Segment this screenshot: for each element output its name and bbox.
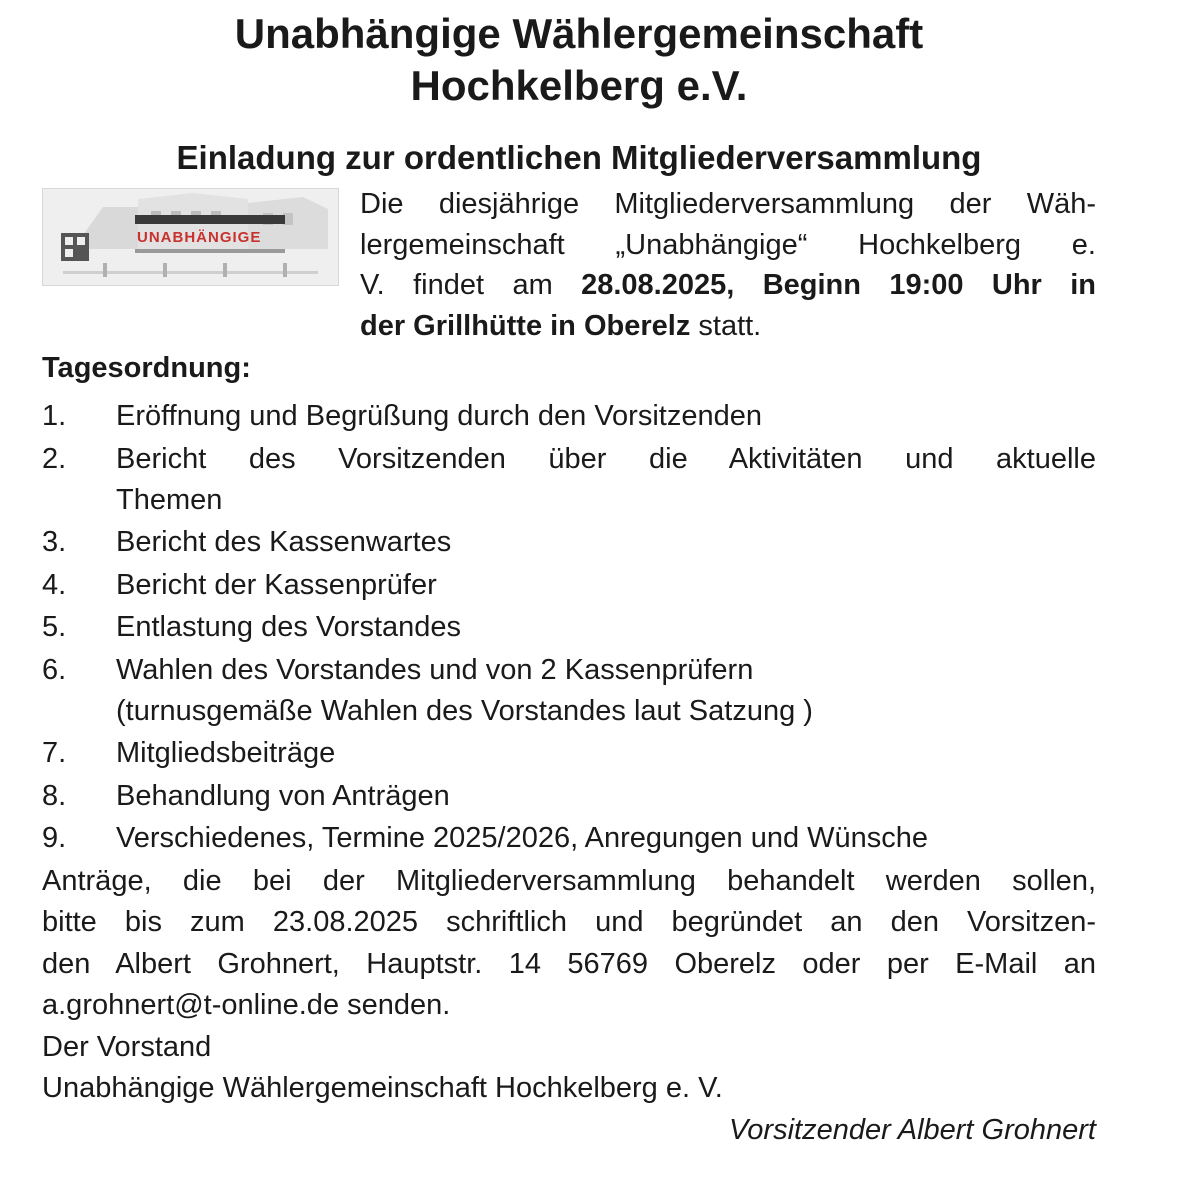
organization-logo-image xyxy=(42,188,339,286)
agenda-item-number: 4. xyxy=(42,568,67,601)
agenda-item-text: Entlastung des Vorstandes xyxy=(116,611,462,643)
agenda-item-number: 2. xyxy=(42,442,67,475)
agenda-item xyxy=(42,607,1096,648)
agenda-item-number: 3. xyxy=(42,526,67,558)
agenda-item xyxy=(42,522,1096,563)
intro-line-4-suffix: statt. xyxy=(690,309,762,342)
agenda-item-number: 1. xyxy=(42,400,67,432)
title-line-2: Hochkelberg e.V. xyxy=(410,62,748,109)
agenda-item-text: Eröffnung und Begrüßung durch den Vorsitzenden xyxy=(116,400,762,432)
page-title xyxy=(42,8,1096,112)
intro-line-2: lergemeinschaft „Unabhängige“ Hochkelberg e. xyxy=(360,228,1096,261)
agenda-item-text: Verschiedenes, Termine 2025/2026, Anregungen und Wünsche xyxy=(116,822,929,854)
agenda-item xyxy=(42,818,1096,859)
closing-line-3: den Albert Grohnert, Hauptstr. 14 56769 Oberelz oder per E-Mail an xyxy=(42,947,1096,980)
agenda-item-number: 7. xyxy=(42,737,67,769)
agenda-item-number: 8. xyxy=(42,779,67,812)
announcement-page xyxy=(0,8,1180,1193)
closing-paragraph xyxy=(42,861,1096,1027)
board-label: Der Vorstand xyxy=(42,1030,212,1063)
closing-line-2: bitte bis zum 23.08.2025 schriftlich und begründet an den Vorsitzen- xyxy=(42,906,1096,938)
agenda-heading: Tagesordnung: xyxy=(42,352,251,384)
title-line-1: Unabhängige Wählergemeinschaft xyxy=(234,10,924,57)
chairman-signature-line: Vorsitzender Albert Grohnert xyxy=(729,1113,1096,1146)
intro-line-1: Die diesjährige Mitgliederversammlung der Wäh- xyxy=(360,188,1096,220)
intro-line-3-prefix: V. findet am xyxy=(360,269,582,301)
agenda-item-text: Bericht der Kassenprüfer xyxy=(116,568,437,601)
intro-line-4 xyxy=(360,306,1096,347)
intro-line-3 xyxy=(360,265,1096,306)
agenda-item xyxy=(42,396,1096,437)
agenda-item-text-continued: Themen xyxy=(116,483,223,516)
agenda-item-text-continued: (turnusgemäße Wahlen des Vorstandes laut Satzung ) xyxy=(116,694,813,727)
agenda-item-text: Bericht des Kassenwartes xyxy=(116,526,452,558)
meeting-location: der Grillhütte in Oberelz xyxy=(360,309,691,342)
agenda-item xyxy=(42,733,1096,774)
invitation-subtitle: Einladung zur ordentlichen Mitgliederversammlung xyxy=(176,139,982,176)
agenda-item-text: Wahlen des Vorstandes und von 2 Kassenprüfern xyxy=(116,653,754,686)
agenda-item-text: Bericht des Vorsitzenden über die Aktivitäten und aktuelle xyxy=(116,442,1096,475)
agenda-item-number: 6. xyxy=(42,653,67,686)
intro-paragraph xyxy=(360,184,1096,346)
closing-line-1: Anträge, die bei der Mitgliederversammlung behandelt werden sollen, xyxy=(42,864,1096,897)
agenda-item-text: Mitgliedsbeiträge xyxy=(116,737,336,769)
agenda-item-text: Behandlung von Anträgen xyxy=(116,779,450,812)
agenda-list xyxy=(42,396,1096,859)
logo-lettering: UNABHÄNGIGE xyxy=(137,229,262,246)
agenda-item xyxy=(42,776,1096,817)
organization-name: Unabhängige Wählergemeinschaft Hochkelberg e. V. xyxy=(42,1072,723,1104)
agenda-item-number: 5. xyxy=(42,611,67,643)
agenda-item xyxy=(42,565,1096,606)
intro-section xyxy=(42,184,1096,344)
closing-line-4: a.grohnert@t-online.de senden. xyxy=(42,989,451,1021)
agenda-item xyxy=(42,650,1096,732)
agenda-item-number: 9. xyxy=(42,822,67,854)
meeting-date-time: 28.08.2025, Beginn 19:00 Uhr in xyxy=(581,269,1096,301)
agenda-item xyxy=(42,439,1096,521)
